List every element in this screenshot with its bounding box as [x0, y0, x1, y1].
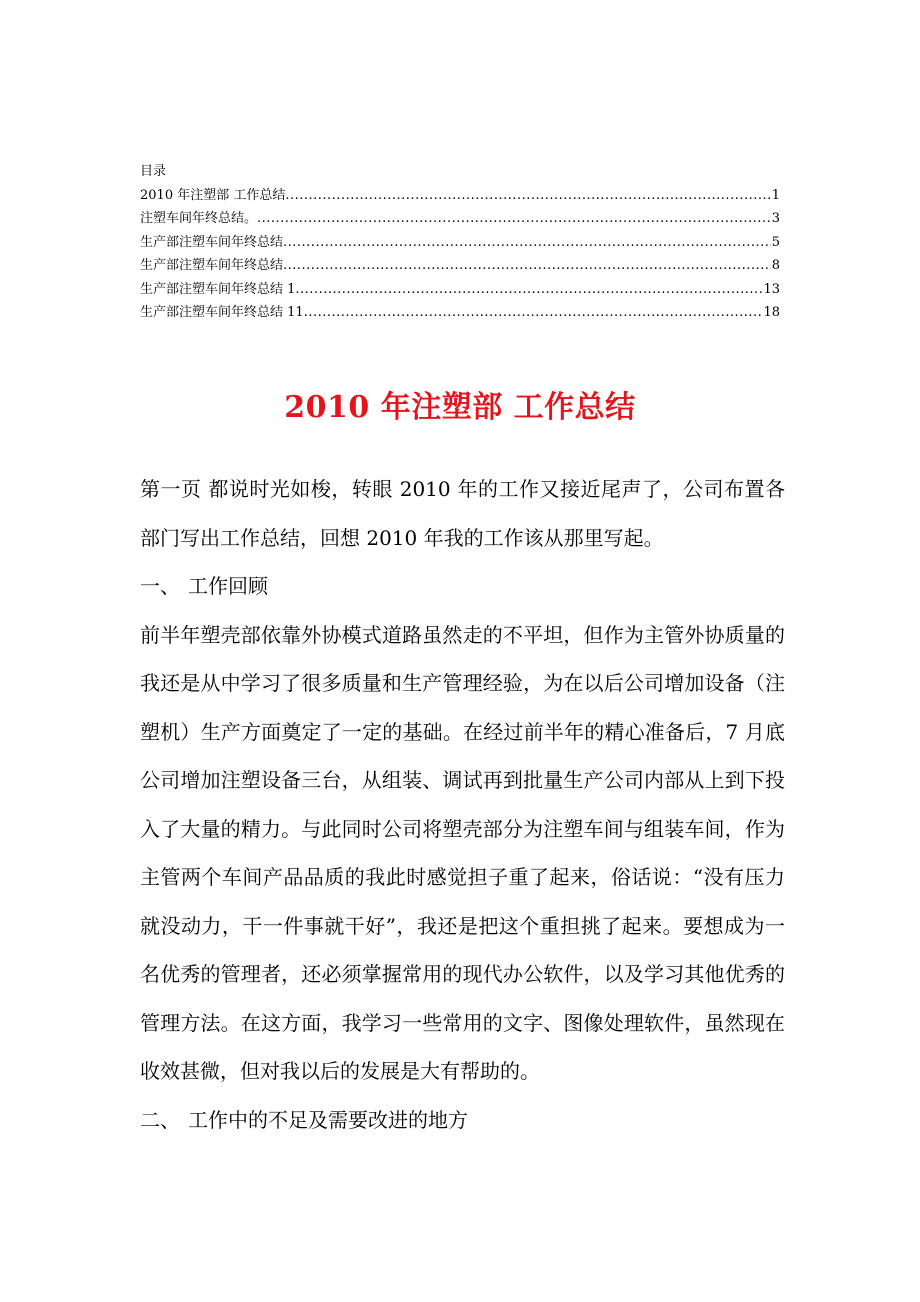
- toc-dot-leader: [283, 254, 771, 278]
- toc-entry-page: 13: [763, 281, 780, 297]
- section-number: 二、: [140, 1107, 180, 1132]
- toc-entry-page: 8: [771, 258, 780, 273]
- section-number: 一、: [140, 574, 180, 598]
- document-body: [140, 465, 785, 1144]
- intro-paragraph: 第一页 都说时光如梭，转眼 2010 年的工作又接近尾声了，公司布置各部门写出工作总结，回想 2010 年我的工作该从那里写起。: [140, 477, 785, 550]
- toc-entry-page: 1: [771, 187, 780, 203]
- section-heading-text: 工作中的不足及需要改进的地方: [188, 1107, 468, 1132]
- toc-entry-page: 3: [771, 211, 780, 226]
- toc-entry[interactable]: [140, 207, 780, 231]
- body-paragraph: 前半年塑壳部依靠外协模式道路虽然走的不平坦，但作为主管外协质量的我还是从中学习了很多质量和生产管理经验，为在以后公司增加设备（注塑机）生产方面奠定了一定的基础。在经过前半年的精心准备后，7 月底公司增加注塑设备三台，从组装、调试再到批量生产公司内部从上到下投入了大量的精力。与此同时公司将塑壳部分为注塑车间与组装车间，作为主管两个车间产品品质的我此时感觉担子重了起来，俗话说：“没有压力就没动力，干一件事就干好”，我还是把这个重担挑了起来。要想成为一名优秀的管理者，还必须掌握常用的现代办公软件，以及学习其他优秀的管理方法。在这方面，我学习一些常用的文字、图像处理软件，虽然现在收效甚微，但对我以后的发展是大有帮助的。: [140, 622, 785, 1083]
- toc-entry-title: 生产部注塑车间年终总结: [140, 234, 284, 250]
- toc-dot-leader: [283, 231, 771, 255]
- toc-entry-title: 生产部注塑车间年终总结 1: [140, 281, 296, 297]
- toc-dot-leader: [285, 184, 770, 208]
- document-title: 2010 年注塑部 工作总结: [284, 390, 636, 425]
- toc-entry-page: 5: [771, 234, 780, 250]
- toc-dot-leader: [295, 278, 762, 302]
- toc-entry[interactable]: [140, 278, 780, 302]
- section-heading: [140, 1096, 785, 1145]
- toc-dot-leader: [304, 301, 763, 325]
- toc-heading: 目录: [140, 164, 167, 179]
- toc-entry-page: 18: [763, 305, 780, 320]
- toc-dot-leader: [257, 207, 771, 231]
- section-heading-text: 工作回顾: [188, 574, 268, 598]
- toc-entry-title: 2010 年注塑部 工作总结: [140, 187, 286, 203]
- toc-entry-title: 注塑车间年终总结。: [140, 211, 258, 226]
- toc-entry[interactable]: [140, 231, 780, 255]
- toc-entry[interactable]: [140, 254, 780, 278]
- toc-entry[interactable]: [140, 184, 780, 208]
- toc-entry[interactable]: [140, 301, 780, 325]
- toc-entry-title: 生产部注塑车间年终总结 11: [140, 305, 304, 320]
- table-of-contents: [140, 160, 780, 325]
- section-heading: [140, 562, 785, 611]
- toc-entry-title: 生产部注塑车间年终总结: [140, 258, 284, 273]
